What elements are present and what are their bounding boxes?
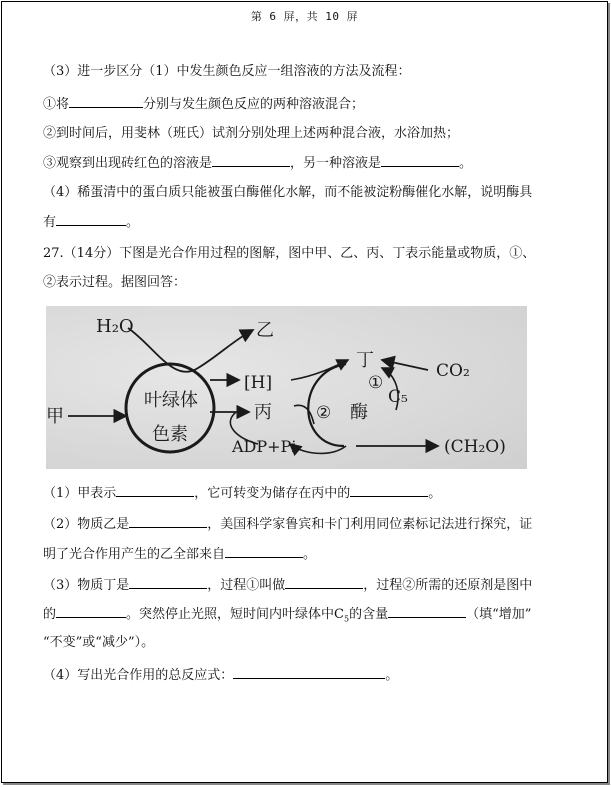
answer-blank-reductant[interactable] [56, 605, 126, 618]
label-h: [H] [244, 373, 273, 393]
answer-blank-other-solution[interactable] [381, 154, 459, 167]
label-process-2: ② [316, 403, 332, 423]
q27-part2-pre: （2）物质乙是 [43, 517, 130, 532]
answer-blank-yi[interactable] [129, 515, 207, 528]
q27-part4-pre: （4）写出光合作用的总反应式： [43, 668, 234, 683]
q26-part4-pre: 有 [43, 215, 57, 230]
q27-part3-mid2: ，过程②所需的还原剂是图中 [363, 578, 533, 593]
q26-part4-line2 [43, 213, 569, 232]
answer-blank-enzyme-property[interactable] [56, 213, 126, 226]
answer-blank-bing-energy[interactable] [350, 484, 428, 497]
label-bing: 丙 [254, 402, 272, 423]
q27-part4 [43, 666, 569, 685]
q27-part4-end: 。 [385, 668, 399, 683]
q27-part3-line3: “不变”或“减少”）。 [43, 635, 155, 650]
q27-part1-pre: （1）甲表示 [43, 486, 117, 501]
arrow-h2o-to-yi [128, 328, 253, 372]
photosynthesis-diagram [46, 306, 527, 469]
q27-part2-line2-pre: 明了光合作用产生的乙全部来自 [43, 547, 226, 562]
q27-part2-line2 [43, 545, 569, 564]
answer-blank-enzyme[interactable] [69, 95, 143, 108]
answer-blank-jia[interactable] [116, 484, 194, 497]
q26-step1 [43, 95, 569, 114]
photosynthesis-diagram-svg [46, 306, 527, 469]
answer-blank-equation[interactable] [233, 666, 385, 679]
label-enzyme: 酶 [350, 402, 368, 423]
q26-step1-pre: ①将 [43, 97, 70, 112]
q27-part2-line2-end: 。 [303, 547, 317, 562]
answer-blank-process-1[interactable] [285, 576, 363, 589]
q27-part3-mid1: ，过程①叫做 [207, 578, 286, 593]
q26-part3-intro: （3）进一步区分（1）中发生颜色反应一组溶液的方法及流程： [43, 64, 411, 79]
exam-page [1, 1, 608, 783]
q27-part3-line2-pre: 的 [43, 607, 57, 622]
label-yi: 乙 [256, 320, 274, 341]
c5-subscript: 5 [343, 614, 350, 624]
q27-part2-line1 [43, 515, 569, 534]
label-chlorophyll-line2: 色素 [152, 424, 188, 445]
q26-step3 [43, 154, 569, 173]
label-process-1: ① [368, 373, 384, 393]
q27-part3-pre: （3）物质丁是 [43, 578, 130, 593]
label-chlorophyll-line1: 叶绿体 [144, 390, 198, 411]
q26-step3-end: 。 [459, 156, 473, 171]
label-ch2o: (CH₂O) [444, 437, 506, 457]
q26-part4-end: 。 [126, 215, 140, 230]
q27-part3-line1 [43, 576, 569, 595]
q27-part3-line2 [43, 605, 569, 629]
q27-part1-end: 。 [428, 486, 442, 501]
q26-step1-post: 分别与发生颜色反应的两种溶液混合； [143, 97, 365, 112]
q26-step3-pre: ③观察到出现砖红色的溶液是 [43, 156, 213, 171]
q26-part4-line1: （4）稀蛋清中的蛋白质只能被蛋白酶催化水解，而不能被淀粉酶催化水解，说明酶具 [43, 185, 533, 200]
q26-step2: ②到时间后，用斐林（班氏）试剂分别处理上述两种混合液，水浴加热； [43, 126, 460, 141]
label-ding: 丁 [356, 350, 374, 371]
answer-blank-ding[interactable] [129, 576, 207, 589]
page-header: 第 6 屏，共 10 屏 [250, 10, 359, 23]
answer-blank-brick-red-solution[interactable] [212, 154, 290, 167]
q26-step3-mid: ，另一种溶液是 [290, 156, 382, 171]
label-jia: 甲 [46, 406, 64, 427]
label-h2o: H₂O [96, 316, 134, 337]
arrow-co2-to-ding [382, 360, 428, 370]
q27-part1 [43, 484, 569, 503]
label-c5: C₅ [388, 387, 408, 407]
label-adp-pi: ADP+Pi [232, 437, 297, 456]
label-co2: CO₂ [436, 361, 470, 381]
q27-intro-line2: ②表示过程。据图回答： [43, 275, 187, 290]
answer-blank-yi-source[interactable] [225, 545, 303, 558]
q27-part3-line2-mid: 。突然停止光照，短时间内叶绿体中C [126, 607, 344, 622]
q27-intro-line1: 27.（14分）下图是光合作用过程的图解，图中甲、乙、丙、丁表示能量或物质，①、 [43, 246, 536, 261]
q27-part2-post: ，美国科学家鲁宾和卡门利用同位素标记法进行探究，证 [207, 517, 533, 532]
q27-part1-mid: ，它可转变为储存在丙中的 [194, 486, 351, 501]
q27-part3-line2-mid2: 的含量 [349, 607, 389, 622]
answer-blank-c5-change[interactable] [388, 605, 466, 618]
q27-part3-line2-end: （填“增加” [466, 607, 532, 622]
